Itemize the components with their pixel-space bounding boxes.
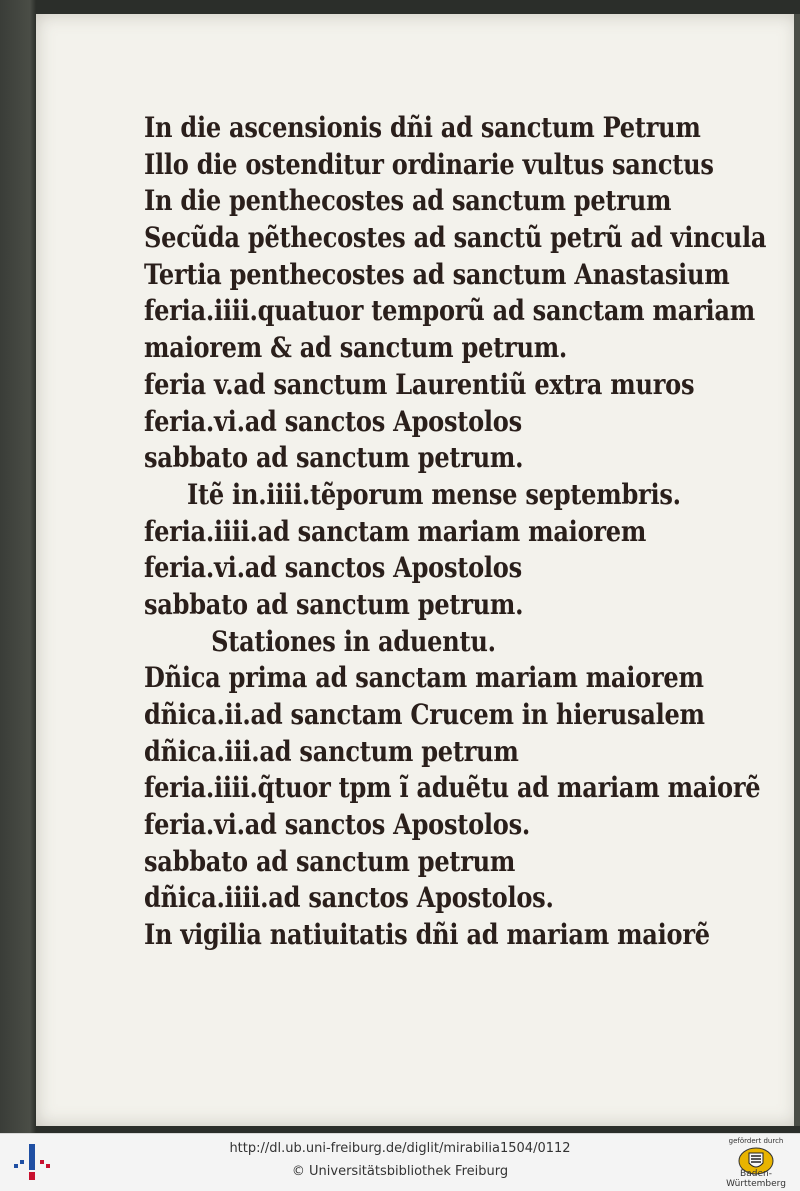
text-line: feria.iiii.q̃tuor tpm ĩ aduẽtu ad mariam maiorẽ: [144, 771, 761, 805]
page-text: [144, 110, 767, 954]
text-line: feria.vi.ad sanctos Apostolos: [144, 404, 522, 438]
text-line: In vigilia natiuitatis dñi ad mariam maiorẽ: [144, 918, 710, 952]
text-line: dñica.iii.ad sanctum petrum: [144, 734, 519, 768]
text-line: feria.vi.ad sanctos Apostolos.: [144, 808, 531, 842]
page-edge: [794, 14, 800, 1126]
sponsor-block: [718, 1137, 794, 1189]
sponsor-name: Baden-Württemberg: [726, 1169, 786, 1189]
section-heading: Stationes in aduentu.: [211, 624, 496, 658]
text-line: In die ascensionis dñi ad sanctum Petrum: [144, 111, 701, 144]
text-line: maiorem & ad sanctum petrum.: [144, 331, 568, 365]
text-line: feria.vi.ad sanctos Apostolos: [144, 551, 522, 585]
text-line: Itẽ in.iiii.tẽporum mense septembris.: [187, 477, 681, 511]
text-line: sabbato ad sanctum petrum.: [144, 587, 524, 621]
permalink-url[interactable]: http://dl.ub.uni-freiburg.de/diglit/mirabilia1504/0112: [229, 1141, 571, 1156]
text-line: sabbato ad sanctum petrum: [144, 844, 516, 878]
text-line: In die penthecostes ad sanctum petrum: [144, 184, 672, 218]
copyright-notice: © Universitätsbibliothek Freiburg: [291, 1164, 509, 1179]
text-line: dñica.ii.ad sanctam Crucem in hierusalem: [144, 698, 705, 731]
text-line: Tertia penthecostes ad sanctum Anastasium: [144, 257, 730, 291]
text-line: sabbato ad sanctum petrum.: [144, 441, 524, 475]
book-page: [36, 14, 798, 1126]
viewer-footer: [0, 1133, 800, 1191]
text-line: feria.iiii.ad sanctam mariam maiorem: [144, 514, 647, 548]
text-line: feria v.ad sanctum Laurentiũ extra muros: [144, 367, 695, 401]
sponsor-label: gefördert durch: [728, 1137, 784, 1145]
text-line: dñica.iiii.ad sanctos Apostolos.: [144, 881, 554, 915]
text-line: Dñica prima ad sanctam mariam maiorem: [144, 661, 704, 695]
text-line: Secũda pẽthecostes ad sanctũ petrũ ad vincula: [144, 221, 767, 255]
text-line: feria.iiii.quatuor temporũ ad sanctam mariam: [144, 294, 755, 328]
text-line: Illo die ostenditur ordinarie vultus sanctus: [144, 147, 714, 181]
